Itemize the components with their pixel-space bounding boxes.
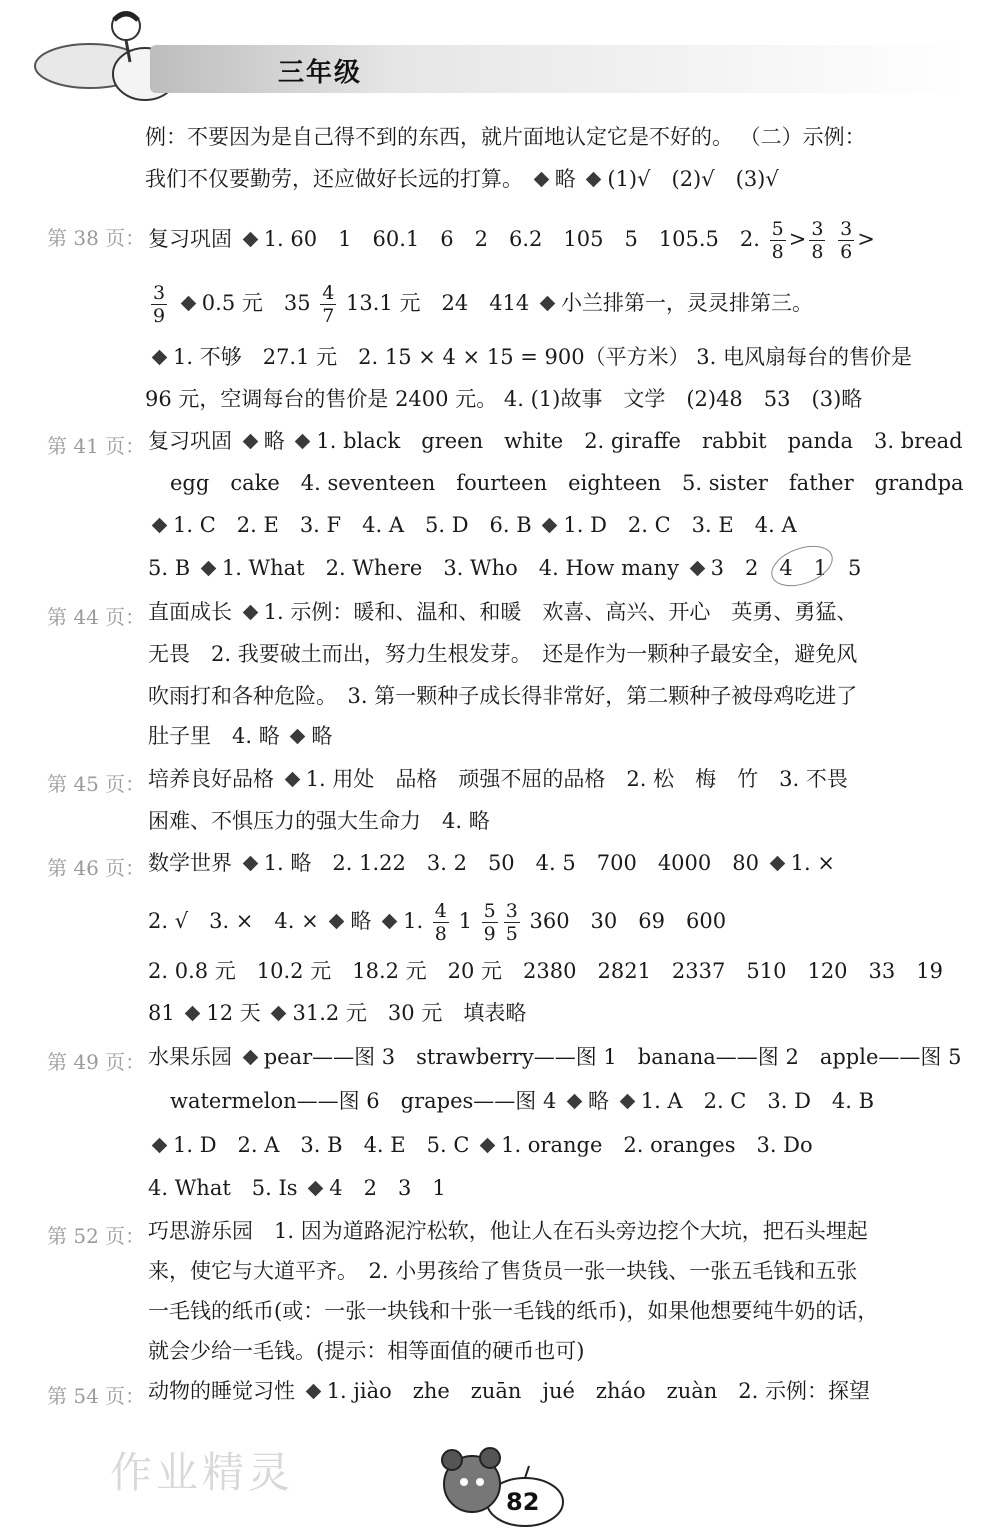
- fraction-numerator: 3: [153, 282, 166, 304]
- answer-text: pear——图 3 strawberry——图 1 banana——图 2 apple——图 5: [263, 1045, 962, 1069]
- answer-text: 1. 60 1 60.1 6 2 6.2 105 5 105.5 2.: [263, 227, 767, 251]
- fraction: [433, 900, 449, 945]
- answer-text: 1. ×: [790, 851, 835, 875]
- answer-line: [148, 1336, 584, 1366]
- answer-line: [170, 1086, 874, 1116]
- answer-line: [148, 1376, 870, 1406]
- answer-line: [148, 639, 857, 669]
- answer-text: 1. What 2. Where 3. Who 4. How many: [221, 556, 686, 580]
- fraction-numerator: 4: [434, 900, 447, 922]
- answer-text: 4. What 5. Is: [148, 1176, 305, 1200]
- answer-text: 复习巩固: [148, 227, 239, 251]
- answer-text: 来，使它与大道平齐。 2. 小男孩给了售货员一张一块钱、一张五毛钱和五张: [148, 1259, 858, 1283]
- answer-text: 1. black green white 2. giraffe rabbit panda 3. bread: [316, 429, 963, 453]
- page-ref-label: 第 46 页：: [47, 856, 146, 880]
- fraction-denominator: 8: [811, 241, 824, 263]
- answer-text: 1. D 2. A 3. B 4. E 5. C: [173, 1133, 477, 1157]
- fraction: [809, 218, 825, 263]
- answer-text: 0.5 元 35: [201, 291, 318, 315]
- diamond-bullet-icon: [295, 434, 311, 450]
- answer-text: [170, 291, 177, 315]
- page-ref-label: 第 52 页：: [47, 1224, 146, 1248]
- page-ref-label: 第 54 页：: [47, 1384, 146, 1408]
- diamond-bullet-icon: [305, 1384, 321, 1400]
- page-ref-label: 第 49 页：: [47, 1050, 146, 1074]
- answer-text: 1. jiào zhe zuān jué zháo zuàn 2. 示例：探望: [326, 1379, 870, 1403]
- page-ref-label: 第 38 页：: [47, 226, 146, 250]
- answer-line: [148, 681, 857, 711]
- diamond-bullet-icon: [480, 1138, 496, 1154]
- diamond-bullet-icon: [689, 561, 705, 577]
- answer-text: 略: [350, 909, 379, 933]
- seal-stamp: [766, 538, 838, 594]
- answer-line: [145, 384, 862, 414]
- page-ref-label: 第 44 页：: [47, 605, 146, 629]
- fraction-denominator: 7: [322, 305, 335, 327]
- answer-line: [148, 721, 332, 751]
- grade-banner: [150, 45, 970, 93]
- fraction-numerator: 3: [840, 218, 853, 240]
- answer-text: 就会少给一毛钱。(提示：相等面值的硬币也可): [148, 1339, 585, 1363]
- fraction-denominator: 8: [771, 241, 784, 263]
- answer-line: [148, 218, 875, 263]
- answer-text: 无畏 2. 我要破土而出，努力生根发芽。 还是作为一颗种子最安全，避免风: [148, 642, 858, 666]
- answer-text: 直面成长: [148, 600, 239, 624]
- answer-line: [148, 553, 861, 583]
- fraction-denominator: 8: [434, 923, 447, 945]
- answer-text: 培养良好品格: [148, 767, 281, 791]
- answer-text: (1)√ (2)√ (3)√: [607, 167, 779, 191]
- answer-text: [828, 227, 835, 251]
- fraction: [504, 900, 520, 945]
- answer-line: [170, 468, 964, 498]
- answer-line: [148, 510, 797, 540]
- answer-text: 4 2 3 1: [329, 1176, 446, 1200]
- answer-text: 3 2 4 1 5: [710, 556, 862, 580]
- answer-text: 1.: [403, 909, 430, 933]
- fraction-numerator: 5: [771, 218, 784, 240]
- answer-text: 吹雨打和各种危险。 3. 第一颗种子成长得非常好，第二颗种子被母鸡吃进了: [148, 684, 858, 708]
- fraction-numerator: 4: [322, 282, 335, 304]
- diamond-bullet-icon: [308, 1181, 324, 1197]
- page-header: [0, 0, 1000, 120]
- diamond-bullet-icon: [152, 350, 168, 366]
- answer-text: egg cake 4. seventeen fourteen eighteen 5. sister father grandpa: [170, 471, 964, 495]
- fraction: [151, 282, 167, 327]
- fraction-denominator: 9: [483, 923, 496, 945]
- answer-text: 1. 示例：暖和、温和、和暖 欢喜、高兴、开心 英勇、勇猛、: [263, 600, 858, 624]
- diamond-bullet-icon: [242, 232, 258, 248]
- answer-text: 5. B: [148, 556, 197, 580]
- answer-text: 31.2 元 30 元 填表略: [292, 1001, 527, 1025]
- fraction: [482, 900, 498, 945]
- diamond-bullet-icon: [540, 296, 556, 312]
- diamond-bullet-icon: [533, 172, 549, 188]
- diamond-bullet-icon: [290, 729, 306, 745]
- fraction-denominator: 9: [153, 305, 166, 327]
- answer-text: 1. A 2. C 3. D 4. B: [640, 1089, 875, 1113]
- answer-text: 2. 0.8 元 10.2 元 18.2 元 20 元 2380 2821 2337 510 120 33 19: [148, 959, 943, 983]
- answer-text: 动物的睡觉习性: [148, 1379, 302, 1403]
- answer-line: [148, 1296, 878, 1326]
- answer-text: 略: [263, 429, 292, 453]
- answer-line: [145, 122, 866, 152]
- answer-text: 复习巩固: [148, 429, 239, 453]
- diamond-bullet-icon: [152, 1138, 168, 1154]
- diamond-bullet-icon: [769, 856, 785, 872]
- answer-text: 1. C 2. E 3. F 4. A 5. D 6. B: [173, 513, 539, 537]
- answer-line: [148, 806, 490, 836]
- diamond-bullet-icon: [242, 856, 258, 872]
- fraction-denominator: 5: [505, 923, 518, 945]
- answer-line: [148, 764, 848, 794]
- diamond-bullet-icon: [201, 561, 217, 577]
- answer-text: 96 元，空调每台的售价是 2400 元。 4. (1)故事 文学 (2)48 53 (3)略: [145, 387, 863, 411]
- answer-text: 13.1 元 24 414: [339, 291, 536, 315]
- answer-text: 巧思游乐园 1. 因为道路泥泞松软，他让人在石头旁边挖个大坑，把石头埋起: [148, 1219, 868, 1243]
- fraction-numerator: 3: [811, 218, 824, 240]
- answer-text: 1. 用处 品格 顽强不屈的品格 2. 松 梅 竹 3. 不畏: [305, 767, 848, 791]
- diamond-bullet-icon: [329, 914, 345, 930]
- answer-text: 一毛钱的纸币(或：一张一块钱和十张一毛钱的纸币)，如果他想要纯牛奶的话，: [148, 1299, 879, 1323]
- answer-line: [148, 1256, 857, 1286]
- answer-line: [148, 900, 726, 945]
- fraction: [320, 282, 336, 327]
- answer-line: [148, 342, 912, 372]
- answer-text: 略: [588, 1089, 616, 1113]
- answer-text: 略: [311, 724, 333, 748]
- answer-text: 困难、不惧压力的强大生命力 4. 略: [148, 809, 490, 833]
- answer-line: [148, 998, 526, 1028]
- answer-text: 1. 略 2. 1.22 3. 2 50 4. 5 700 4000 80: [263, 851, 766, 875]
- answer-text: 1. orange 2. oranges 3. Do: [501, 1133, 813, 1157]
- diamond-bullet-icon: [542, 518, 558, 534]
- diamond-bullet-icon: [619, 1094, 635, 1110]
- fraction: [838, 218, 854, 263]
- answer-text: 数学世界: [148, 851, 239, 875]
- answer-text: 360 30 69 600: [522, 909, 727, 933]
- grade-title: 三年级: [278, 58, 363, 88]
- answer-line: [148, 1042, 961, 1072]
- answer-line: [148, 426, 963, 456]
- diamond-bullet-icon: [152, 518, 168, 534]
- answer-line: [148, 282, 813, 327]
- diamond-bullet-icon: [586, 172, 602, 188]
- fraction: [770, 218, 786, 263]
- diamond-bullet-icon: [567, 1094, 583, 1110]
- answer-text: 略: [554, 167, 583, 191]
- diamond-bullet-icon: [271, 1006, 287, 1022]
- answer-text: 小兰排第一，灵灵排第三。: [560, 291, 813, 315]
- answer-text: 1. 不够 27.1 元 2. 15 × 4 × 15 = 900（平方米） 3. 电风扇每台的售价是: [173, 345, 912, 369]
- answer-text: 2. √ 3. × 4. ×: [148, 909, 326, 933]
- answer-line: [148, 1173, 446, 1203]
- answer-text: 我们不仅要勤劳，还应做好长远的打算。: [145, 167, 530, 191]
- answer-line: [145, 164, 779, 194]
- diamond-bullet-icon: [242, 1050, 258, 1066]
- answer-text: 1. D 2. C 3. E 4. A: [563, 513, 797, 537]
- answer-line: [148, 1130, 813, 1160]
- answer-text: 肚子里 4. 略: [148, 724, 287, 748]
- cartoon-bear-apple-icon: [430, 1440, 570, 1530]
- answer-line: [148, 848, 835, 878]
- answer-line: [148, 597, 857, 627]
- page-ref-label: 第 45 页：: [47, 772, 146, 796]
- fraction-numerator: 3: [505, 900, 518, 922]
- answer-text: watermelon——图 6 grapes——图 4: [170, 1089, 564, 1113]
- answer-text: 12 天: [206, 1001, 268, 1025]
- answer-text: 水果乐园: [148, 1045, 239, 1069]
- fraction-numerator: 5: [483, 900, 496, 922]
- watermark-text: 作业精灵: [110, 1448, 295, 1497]
- answer-text: 1: [451, 909, 479, 933]
- diamond-bullet-icon: [284, 772, 300, 788]
- fraction-denominator: 6: [840, 241, 853, 263]
- page-ref-label: 第 41 页：: [47, 434, 146, 458]
- answer-text: 例：不要因为是自己得不到的东西，就片面地认定它是不好的。 （二）示例：: [145, 125, 866, 149]
- answer-text: 81: [148, 1001, 182, 1025]
- answer-line: [148, 956, 943, 986]
- page-number: 82: [506, 1488, 540, 1516]
- diamond-bullet-icon: [181, 296, 197, 312]
- answer-text: >: [857, 227, 875, 251]
- diamond-bullet-icon: [382, 914, 398, 930]
- diamond-bullet-icon: [242, 605, 258, 621]
- diamond-bullet-icon: [185, 1006, 201, 1022]
- answer-line: [148, 1216, 868, 1246]
- diamond-bullet-icon: [242, 434, 258, 450]
- answer-text: >: [788, 227, 807, 251]
